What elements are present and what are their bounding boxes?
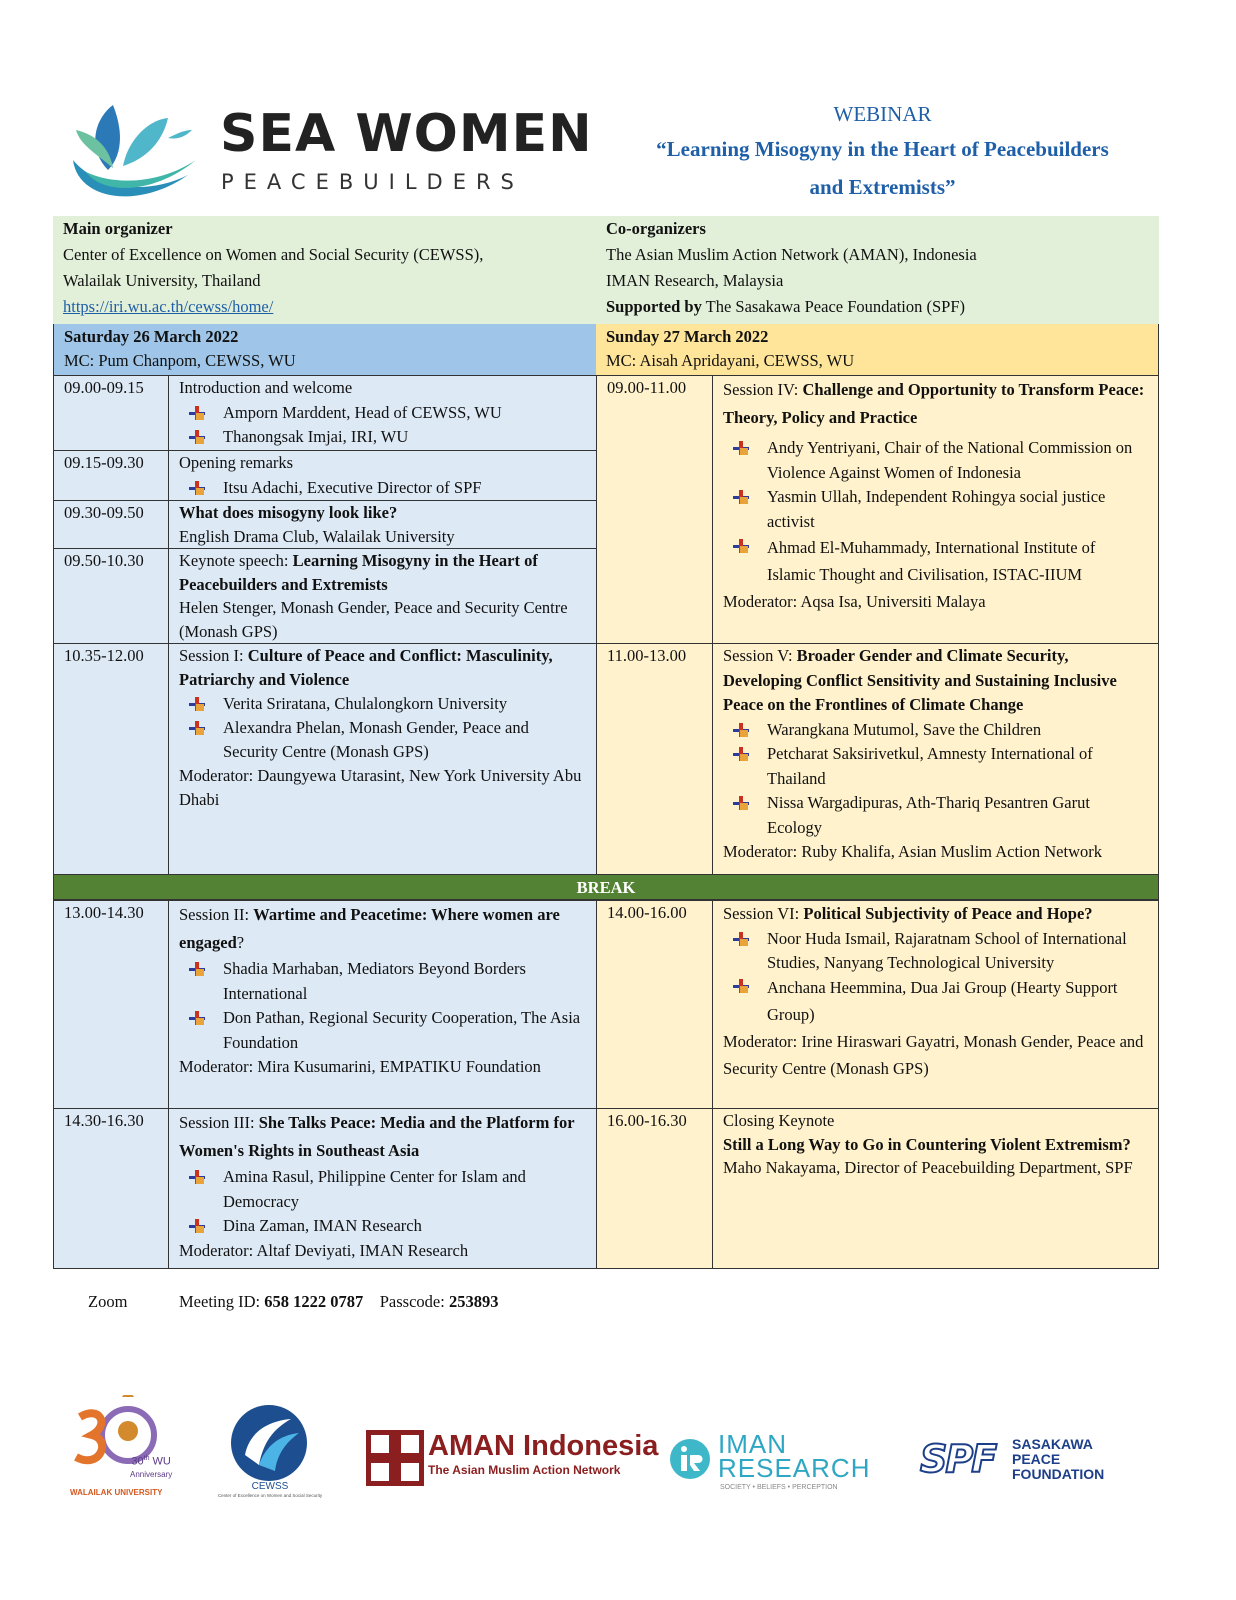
slot-suffix: ? xyxy=(236,933,245,952)
speaker-item xyxy=(179,401,586,426)
speaker-name: Ahmad El-Muhammady, International Institute of Islamic Thought and Civilisation, ISTAC-IIUM xyxy=(767,538,1096,584)
day2-slot1 xyxy=(712,375,1159,644)
cewss-wave-icon xyxy=(229,1403,309,1483)
spf-logo xyxy=(920,1437,1135,1487)
main-organizer-heading: Main organizer xyxy=(63,219,173,238)
slot-title: Political Subjectivity of Peace and Hope? xyxy=(803,904,1093,923)
speaker-name: Alexandra Phelan, Monash Gender, Peace and Security Centre (Monash GPS) xyxy=(223,718,529,761)
day1-header xyxy=(53,324,596,375)
bullet-icon xyxy=(189,1011,205,1025)
speaker-name: Don Pathan, Regional Security Cooperation, The Asia Foundation xyxy=(223,1008,581,1052)
bullet-icon xyxy=(189,697,205,711)
slot-title: Wartime and Peacetime: Where women are engaged xyxy=(179,905,560,952)
butterfly-logo-icon xyxy=(68,100,218,210)
speaker-item xyxy=(179,476,586,501)
wu-name: WALAILAK UNIVERSITY xyxy=(70,1488,163,1497)
moderator: Moderator: Aqsa Isa, Universiti Malaya xyxy=(723,592,986,611)
speaker-item xyxy=(179,1214,586,1239)
slot-prefix: Session III: xyxy=(179,1113,259,1132)
slot-heading xyxy=(179,549,586,596)
slot-line: Maho Nakayama, Director of Peacebuilding Department, SPF xyxy=(723,1158,1133,1177)
slot-title: Introduction and welcome xyxy=(179,378,353,397)
speaker-item xyxy=(723,791,1148,840)
speaker-item xyxy=(179,1165,586,1214)
day1-mc: MC: Pum Chanpom, CEWSS, WU xyxy=(64,351,296,370)
speaker-item xyxy=(179,692,586,716)
slot-prefix: Session II: xyxy=(179,905,254,924)
speaker-name: Nissa Wargadipuras, Ath-Thariq Pesantren Garut Ecology xyxy=(767,793,1090,837)
slot-title: Culture of Peace and Conflict: Masculinity, Patriarchy and Violence xyxy=(179,646,553,689)
bullet-icon xyxy=(733,979,749,993)
zoom-label: Zoom xyxy=(88,1292,128,1311)
aman-emblem-icon xyxy=(366,1430,424,1486)
webinar-label: WEBINAR xyxy=(833,102,932,126)
iman-logo xyxy=(668,1429,883,1499)
slot-line: Helen Stenger, Monash Gender, Peace and Security Centre (Monash GPS) xyxy=(179,598,568,641)
speaker-name: Anchana Heemmina, Dua Jai Group (Hearty Support Group) xyxy=(767,978,1118,1024)
cewss-link[interactable]: https://iri.wu.ac.th/cewss/home/ xyxy=(63,297,274,316)
day2-slot3 xyxy=(712,900,1159,1109)
sponsor-logos xyxy=(0,1395,1236,1515)
wu-anniversary: Anniversary xyxy=(130,1469,173,1479)
organizers-band xyxy=(53,216,1159,324)
meeting-id[interactable]: 658 1222 0787 xyxy=(264,1292,364,1311)
co-organizers xyxy=(596,216,1159,324)
main-organizer-line1: Center of Excellence on Women and Social Security (CEWSS), xyxy=(63,245,484,264)
time-label: 14.30-16.30 xyxy=(64,1111,144,1130)
speaker-item xyxy=(723,436,1148,485)
spf-line2: PEACE xyxy=(1012,1451,1061,1467)
time-label: 10.35-12.00 xyxy=(64,646,144,665)
time-label: 09.00-09.15 xyxy=(64,378,144,397)
iman-sub: SOCIETY • BELIEFS • PERCEPTION xyxy=(720,1484,838,1491)
day2-date: Sunday 27 March 2022 xyxy=(606,327,769,346)
slot-line: English Drama Club, Walailak University xyxy=(179,526,455,546)
slot-heading xyxy=(723,644,1148,718)
bullet-icon xyxy=(189,1219,205,1233)
speaker-name: Andy Yentriyani, Chair of the National Commission on Violence Against Women of Indonesia xyxy=(767,438,1133,482)
time-label: 16.00-16.30 xyxy=(607,1111,687,1130)
co-organizer-line1: The Asian Muslim Action Network (AMAN), Indonesia xyxy=(606,245,977,264)
bullet-icon xyxy=(189,406,205,420)
spf-text xyxy=(1012,1437,1104,1482)
slot-heading xyxy=(179,1109,586,1165)
aman-logo xyxy=(366,1430,659,1490)
speaker-name: Verita Sriratana, Chulalongkorn University xyxy=(223,694,508,713)
moderator: Moderator: Irine Hiraswari Gayatri, Monash Gender, Peace and Security Centre (Monash GPS) xyxy=(723,1032,1144,1078)
day2-slot4-time xyxy=(596,1108,713,1269)
cewss-logo-name: CEWSS xyxy=(251,1481,289,1492)
day2-header xyxy=(596,324,1159,375)
speaker-item xyxy=(723,534,1148,588)
supported-value: The Sasakawa Peace Foundation (SPF) xyxy=(701,297,966,316)
moderator: Moderator: Ruby Khalifa, Asian Muslim Action Network xyxy=(723,842,1102,861)
speaker-name: Petcharat Saksirivetkul, Amnesty International of Thailand xyxy=(767,744,1093,788)
slot-prefix: Session V: xyxy=(723,646,797,665)
sea-women-logo xyxy=(68,100,593,210)
day1-slot3 xyxy=(168,500,597,549)
brand-subtitle: PEACEBUILDERS xyxy=(221,170,524,194)
time-label: 14.00-16.00 xyxy=(607,903,687,922)
iman-circle-icon xyxy=(668,1437,712,1481)
passcode-label: Passcode: xyxy=(379,1292,449,1311)
time-label: 09.00-11.00 xyxy=(607,378,687,397)
bullet-icon xyxy=(189,1170,205,1184)
aman-sub: The Asian Muslim Action Network xyxy=(428,1463,621,1477)
webinar-title-line2: and Extremists” xyxy=(809,175,956,199)
day1-slot1-time xyxy=(53,375,169,451)
bullet-icon xyxy=(733,932,749,946)
slot-title: Learning Misogyny in the Heart of Peacebuilders and Extremists xyxy=(179,551,538,594)
day2-slot2-time xyxy=(596,643,713,875)
speaker-name: Thanongsak Imjai, IRI, WU xyxy=(223,427,409,446)
slot-prefix: Session VI: xyxy=(723,904,804,923)
break-bar: BREAK xyxy=(53,874,1159,900)
speaker-name: Amina Rasul, Philippine Center for Islam and Democracy xyxy=(223,1167,526,1211)
passcode[interactable]: 253893 xyxy=(448,1292,499,1311)
time-label: 11.00-13.00 xyxy=(607,646,687,665)
day2-slot2 xyxy=(712,643,1159,875)
speaker-name: Dina Zaman, IMAN Research xyxy=(223,1216,422,1235)
slot-title: Opening remarks xyxy=(179,453,294,472)
time-label: 13.00-14.30 xyxy=(64,903,144,922)
slot-heading xyxy=(179,901,586,957)
day1-slot2 xyxy=(168,450,597,501)
bullet-icon xyxy=(733,490,749,504)
slot-prefix: Closing Keynote xyxy=(723,1111,835,1130)
day1-date: Saturday 26 March 2022 xyxy=(64,327,239,346)
moderator: Moderator: Mira Kusumarini, EMPATIKU Foundation xyxy=(179,1057,541,1076)
bullet-icon xyxy=(733,441,749,455)
day2-mc: MC: Aisah Apridayani, CEWSS, WU xyxy=(606,351,855,370)
webinar-title-block xyxy=(615,100,1150,206)
date-header-band xyxy=(53,324,1159,375)
spf-line3: FOUNDATION xyxy=(1012,1466,1105,1482)
meeting-id-label: Meeting ID: xyxy=(179,1292,265,1311)
wu-logo xyxy=(70,1395,173,1505)
slot-prefix: Session IV: xyxy=(723,380,803,399)
bullet-icon xyxy=(189,962,205,976)
slot-heading xyxy=(723,376,1148,432)
day1-slot1 xyxy=(168,375,597,451)
bullet-icon xyxy=(189,721,205,735)
speaker-item xyxy=(179,957,586,1006)
speaker-name: Amporn Marddent, Head of CEWSS, WU xyxy=(223,402,502,422)
speaker-item xyxy=(179,716,586,764)
day1-slot5 xyxy=(168,643,597,875)
co-organizer-heading: Co-organizers xyxy=(606,219,706,238)
spf-line1: SASAKAWA xyxy=(1012,1436,1093,1452)
wu-anniversary-text xyxy=(130,1453,172,1481)
slot-heading xyxy=(723,901,1148,927)
slot-title: Challenge and Opportunity to Transform Peace: Theory, Policy and Practice xyxy=(723,380,1145,427)
brand-title: SEA WOMEN xyxy=(220,104,593,164)
day2-slot4 xyxy=(712,1108,1159,1269)
speaker-item xyxy=(179,425,586,450)
slot-title: Broader Gender and Climate Security, Developing Conflict Sensitivity and Sustaining Inclusive Peace on the Frontlines of Climate Change xyxy=(723,646,1117,714)
bullet-icon xyxy=(733,539,749,553)
day1-slot5-time xyxy=(53,643,169,875)
slot-title: She Talks Peace: Media and the Platform for Women's Rights in Southeast Asia xyxy=(179,1113,575,1160)
main-organizer xyxy=(53,216,596,324)
slot-prefix: Session I: xyxy=(179,646,248,665)
day1-slot4 xyxy=(168,548,597,644)
day1-slot4-time xyxy=(53,548,169,644)
day2-slot1-time xyxy=(596,375,713,644)
supported-by xyxy=(606,294,1149,320)
speaker-name: Yasmin Ullah, Independent Rohingya social justice activist xyxy=(767,487,1106,531)
time-label: 09.50-10.30 xyxy=(64,551,144,570)
meeting-info xyxy=(179,1290,498,1315)
speaker-item xyxy=(723,718,1148,743)
co-organizer-line2: IMAN Research, Malaysia xyxy=(606,271,784,290)
speaker-name: Shadia Marhaban, Mediators Beyond Borders International xyxy=(223,959,526,1003)
day1-slot2-time xyxy=(53,450,169,501)
bullet-icon xyxy=(189,430,205,444)
day1-slot3-time xyxy=(53,500,169,549)
supported-label: Supported by xyxy=(606,297,702,316)
day1-slot6 xyxy=(168,900,597,1109)
moderator: Moderator: Altaf Deviyati, IMAN Research xyxy=(179,1240,469,1260)
day1-slot6-time xyxy=(53,900,169,1109)
webinar-title-line1: “Learning Misogyny in the Heart of Peacebuilders xyxy=(656,137,1109,161)
wu-th: th xyxy=(143,1455,150,1462)
cewss-logo-sub: Center of Excellence on Women and Social Security xyxy=(217,1493,323,1498)
bullet-icon xyxy=(733,796,749,810)
speaker-item xyxy=(723,927,1148,974)
slot-title: Still a Long Way to Go in Countering Violent Extremism? xyxy=(723,1134,1131,1154)
wu-abbr: WU xyxy=(152,1455,171,1468)
slot-title: What does misogyny look like? xyxy=(179,503,398,522)
schedule-grid xyxy=(53,375,1159,1269)
day1-slot7-time xyxy=(53,1108,169,1269)
main-organizer-line2: Walailak University, Thailand xyxy=(63,271,261,290)
bullet-icon xyxy=(733,723,749,737)
day1-slot7 xyxy=(168,1108,597,1269)
speaker-name: Itsu Adachi, Executive Director of SPF xyxy=(223,477,482,497)
time-label: 09.30-09.50 xyxy=(64,503,144,522)
speaker-item xyxy=(179,1006,586,1055)
bullet-icon xyxy=(189,481,205,495)
moderator: Moderator: Daungyewa Utarasint, New York University Abu Dhabi xyxy=(179,766,582,809)
day2-slot3-time xyxy=(596,900,713,1109)
iman-line2: RESEARCH xyxy=(718,1453,871,1483)
speaker-name: Warangkana Mutumol, Save the Children xyxy=(767,719,1042,739)
speaker-name: Noor Huda Ismail, Rajaratnam School of International Studies, Nanyang Technological University xyxy=(767,929,1127,972)
iman-line1: IMAN xyxy=(718,1429,787,1459)
cewss-logo xyxy=(215,1403,325,1513)
speaker-item xyxy=(723,485,1148,534)
slot-prefix: Keynote speech: xyxy=(179,551,293,570)
wu-30: 30 xyxy=(131,1455,144,1468)
slot-heading xyxy=(179,644,586,692)
speaker-item xyxy=(723,742,1148,791)
spf-mark: SPF xyxy=(920,1437,996,1481)
time-label: 09.15-09.30 xyxy=(64,453,144,472)
speaker-item xyxy=(723,974,1148,1028)
bullet-icon xyxy=(733,747,749,761)
aman-name: AMAN Indonesia xyxy=(428,1430,659,1462)
